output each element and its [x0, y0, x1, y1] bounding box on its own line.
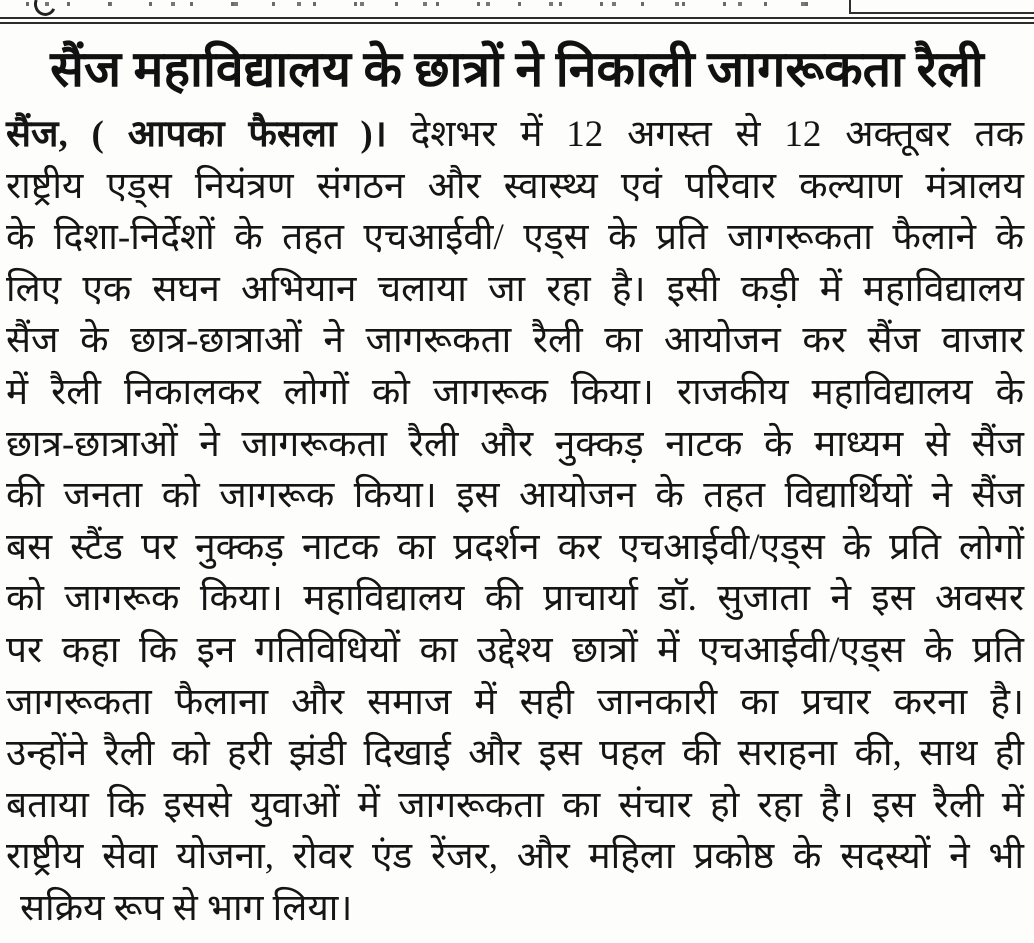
article-headline: सैंज महाविद्यालय के छात्रों ने निकाली जागरूकता रैली — [50, 41, 984, 97]
article-line: पर कहा कि इन गतिविधियों का उद्देश्य छात्रों में एचआईवी/एड्स के प्रति — [6, 629, 1024, 671]
article-line: छात्र-छात्राओं ने जागरूकता रैली और नुक्कड़ नाटक के माध्यम से सैंज — [6, 423, 1024, 465]
table-corner-border — [849, 0, 1034, 14]
article-line: के दिशा-निर्देशों के तहत एचआईवी/ एड्स के प्रति जागरूकता फैलाने के — [6, 217, 1024, 259]
article-line: सैंज के छात्र-छात्राओं ने जागरूकता रैली का आयोजन कर सैंज वाजार — [6, 320, 1024, 362]
article-line: बताया कि इससे युवाओं में जागरूकता का संचार हो रहा है। इस रैली में — [6, 784, 1024, 826]
article-body — [0, 109, 1034, 935]
article-line: सक्रिय रूप से भाग लिया। — [20, 887, 353, 929]
article-line — [6, 109, 1024, 161]
cropped-previous-row — [0, 0, 1034, 17]
cut-off-text-fragments — [26, 2, 826, 6]
article-line: लिए एक सघन अभियान चलाया जा रहा है। इसी कड़ी में महाविद्यालय — [6, 268, 1024, 310]
article-line: को जागरूक किया। महाविद्यालय की प्राचार्या डॉ. सुजाता ने इस अवसर — [6, 578, 1024, 620]
article-line: राष्ट्रीय सेवा योजना, रोवर एंड रेंजर, और महिला प्रकोष्ठ के सदस्यों ने भी — [6, 836, 1024, 878]
horizontal-divider — [0, 17, 1034, 24]
article-line: की जनता को जागरूक किया। इस आयोजन के तहत विद्यार्थियों ने सैंज — [6, 475, 1024, 517]
article-line-text: देशभर में 12 अगस्त से 12 अक्तूबर तक — [410, 114, 1024, 155]
article-line: राष्ट्रीय एड्स नियंत्रण संगठन और स्वास्थ्य एवं परिवार कल्याण मंत्रालय — [6, 165, 1024, 207]
article-line: उन्होंने रैली को हरी झंडी दिखाई और इस पहल की सराहना की, साथ ही — [6, 733, 1024, 775]
dateline: सैंज, ( आपका फैसला )। — [6, 114, 411, 155]
article-line: में रैली निकालकर लोगों को जागरूक किया। राजकीय महाविद्यालय के — [6, 371, 1024, 413]
article-line: बस स्टैंड पर नुक्कड़ नाटक का प्रदर्शन कर एचआईवी/एड्स के प्रति लोगों — [6, 526, 1024, 568]
article-line: जागरूकता फैलाना और समाज में सही जानकारी का प्रचार करना है। — [6, 681, 1024, 723]
